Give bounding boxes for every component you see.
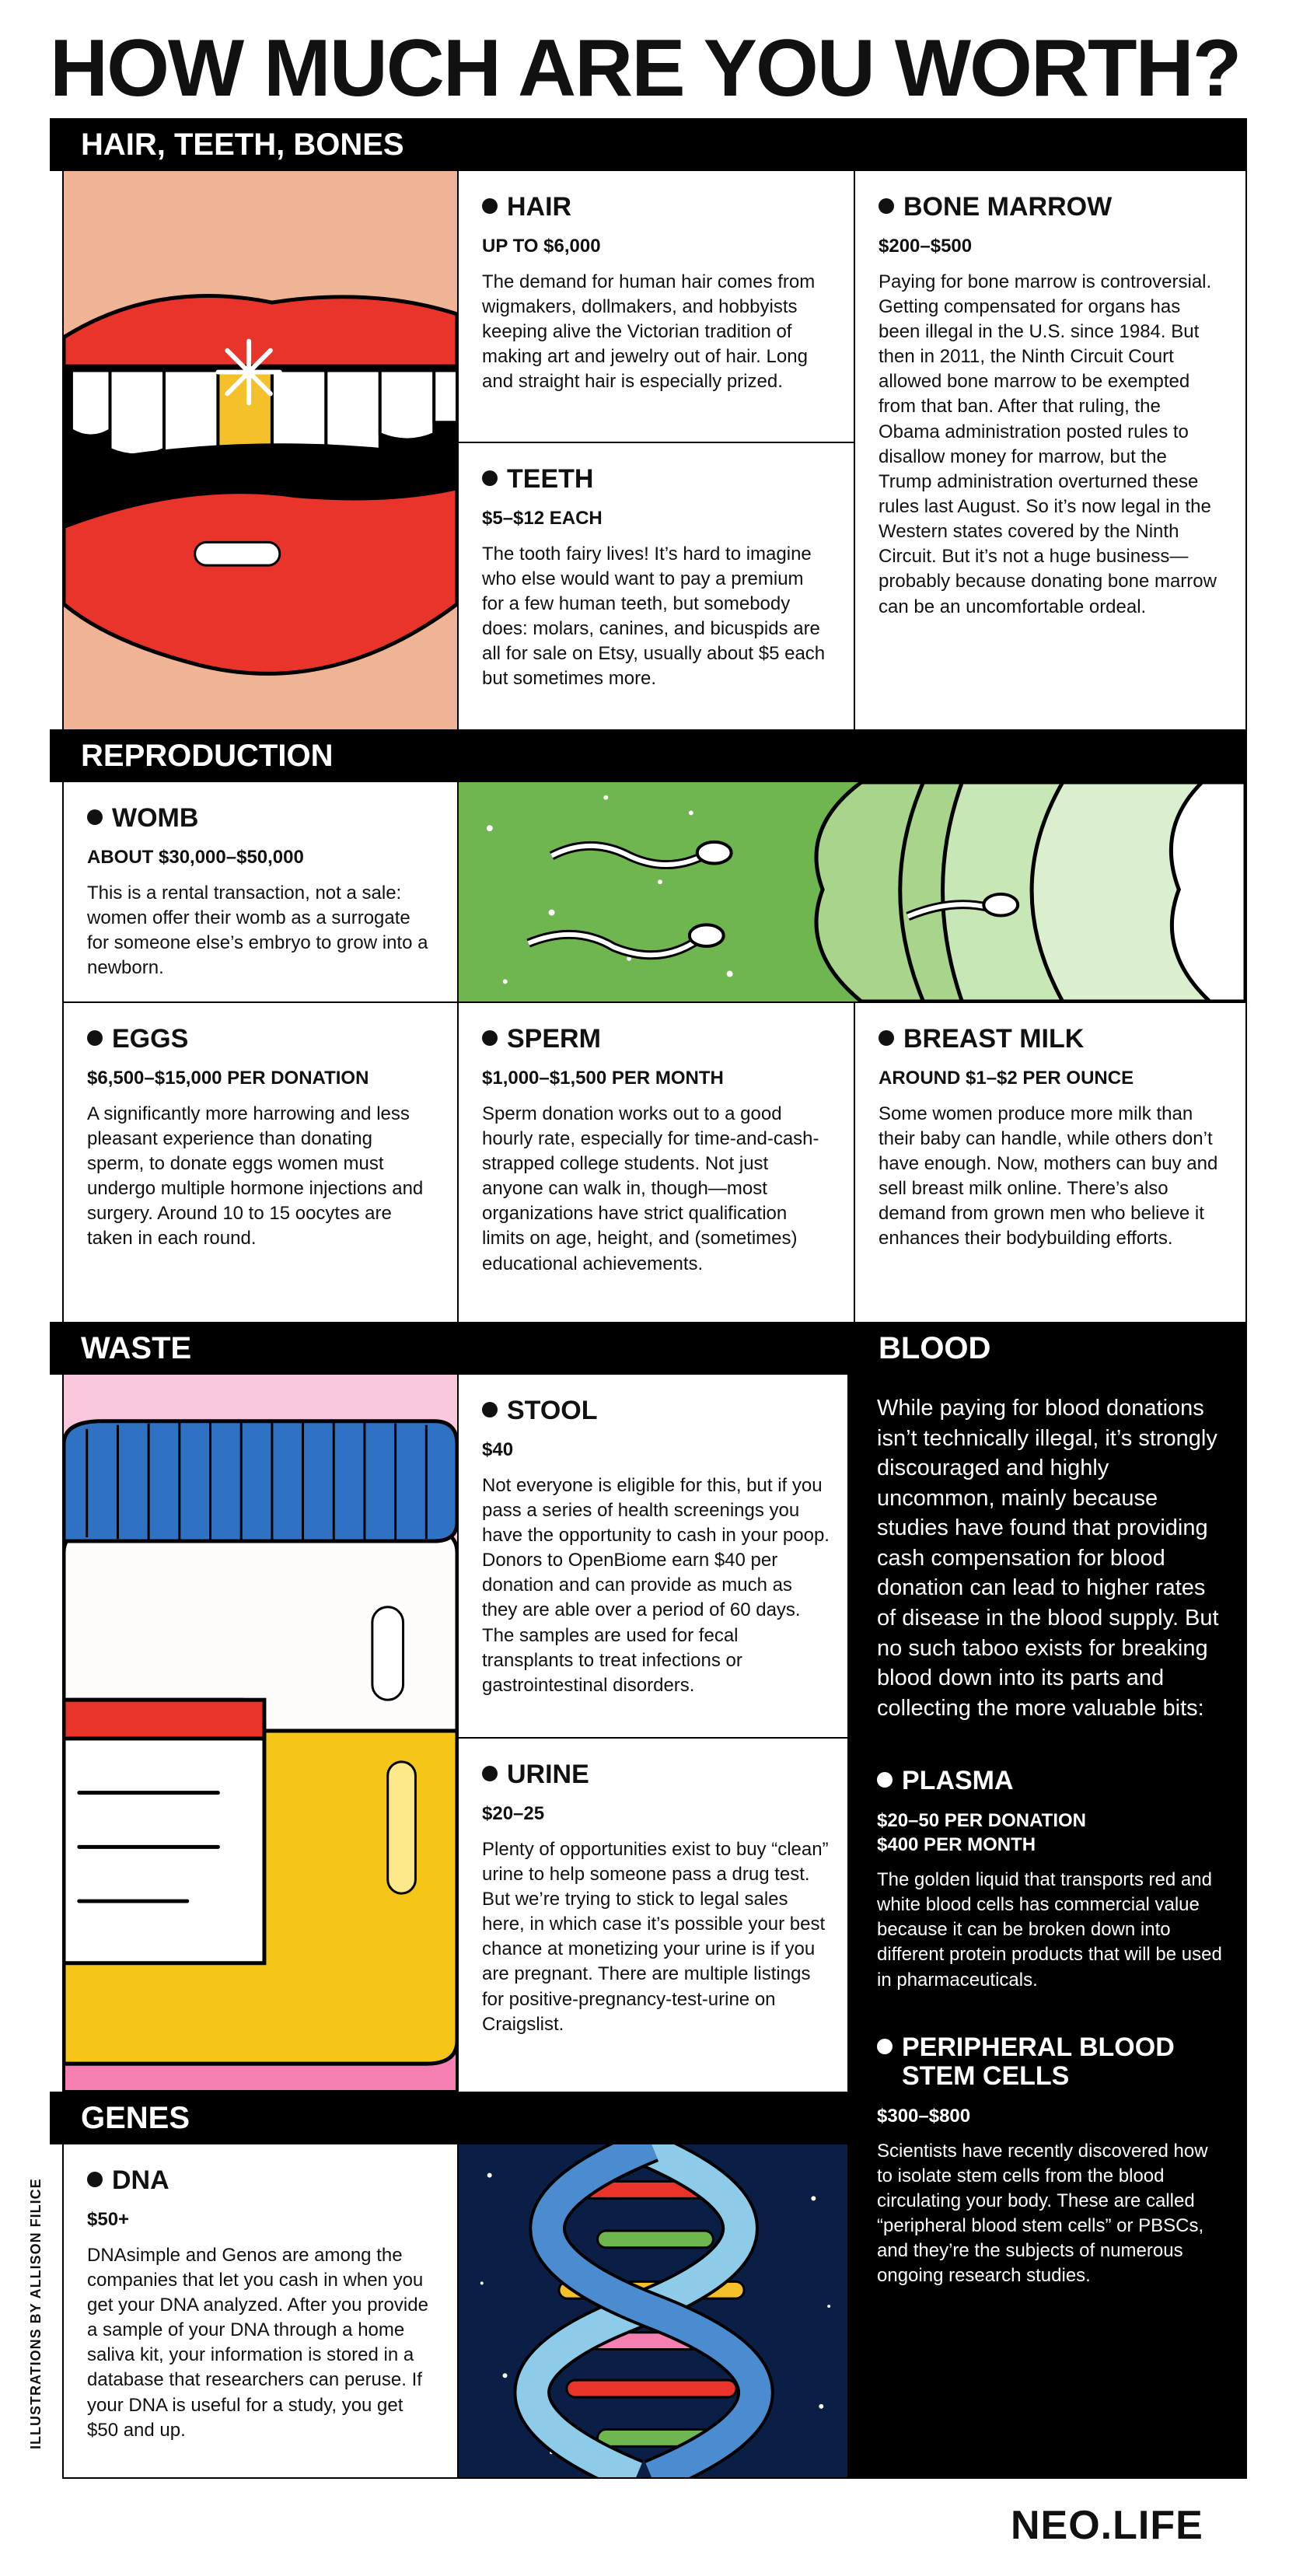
urine-description: Plenty of opportunities exist to buy “clean” urine to help someone pass a drug test. But we’re trying to stick to legal sales here, in which case it’s possible your best chance at monetizing your urine is if you are pregnant. There are multiple listings for positive-pregnancy-test-urine on Craigslist. bbox=[482, 1838, 829, 2035]
plasma-price-monthly: $400 PER MONTH bbox=[877, 1833, 1036, 1855]
specimen-jar-illustration bbox=[62, 1373, 459, 2093]
section-header-waste: WASTE bbox=[50, 1322, 1247, 1375]
urine-card bbox=[457, 1737, 855, 2093]
hair-description: The demand for human hair comes from wigmakers, dollmakers, and hobbyists keeping alive the Victorian tradition of making art and jewelry out of hair. Long and straight hair is especially prized. bbox=[482, 271, 816, 393]
breast-milk-title: BREAST MILK bbox=[903, 1024, 1085, 1054]
bullet-icon bbox=[482, 1766, 498, 1781]
teeth-title: TEETH bbox=[507, 464, 594, 494]
eggs-title: EGGS bbox=[112, 1024, 189, 1054]
sperm-and-egg-illustration bbox=[457, 781, 1247, 1003]
neo-life-logo: NEO.LIFE bbox=[1011, 2503, 1203, 2548]
bone-marrow-title: BONE MARROW bbox=[903, 192, 1113, 222]
teeth-card bbox=[457, 442, 855, 731]
urine-price: $20–25 bbox=[482, 1803, 545, 1825]
eggs-card bbox=[62, 1001, 459, 1323]
sperm-price: $1,000–$1,500 PER MONTH bbox=[482, 1068, 724, 1089]
dna-helix-illustration bbox=[457, 2143, 849, 2479]
womb-title: WOMB bbox=[112, 803, 199, 833]
teeth-price: $5–$12 EACH bbox=[482, 508, 603, 530]
bullet-icon bbox=[482, 470, 498, 486]
bullet-icon bbox=[879, 1030, 894, 1046]
womb-price: ABOUT $30,000–$50,000 bbox=[87, 847, 304, 869]
section-header-hair-teeth-bones: HAIR, TEETH, BONES bbox=[50, 118, 1247, 171]
plasma-description: The golden liquid that transports red and white blood cells has commercial value because it can be broken down into different protein products that will be used in pharmaceuticals. bbox=[877, 1868, 1222, 1991]
bullet-icon bbox=[879, 198, 894, 214]
pbsc-description: Scientists have recently discovered how to isolate stem cells from the blood circulating your body. These are called “peripheral blood stem cells” or PBSCs, and they’re the subjects of numerous ongoing research studies. bbox=[877, 2140, 1208, 2287]
bone-marrow-card bbox=[854, 170, 1247, 731]
teeth-description: The tooth fairy lives! It’s hard to imagine who else would want to pay a premium for a few human teeth, but somebody does: molars, canines, and bicuspids are all for sale on Etsy, usually about $5 each but sometimes more. bbox=[482, 543, 826, 690]
bullet-icon bbox=[87, 809, 103, 825]
eggs-description: A significantly more harrowing and less pleasant experience than donating sperm, to donate eggs women must undergo multiple hormone injections and surgery. Around 10 to 15 oocytes are taken in each round. bbox=[87, 1103, 424, 1250]
stool-price: $40 bbox=[482, 1439, 514, 1461]
stool-title: STOOL bbox=[507, 1396, 598, 1425]
dna-price: $50+ bbox=[87, 2209, 130, 2231]
section-header-reproduction: REPRODUCTION bbox=[50, 729, 1247, 782]
dna-card bbox=[62, 2143, 459, 2479]
bone-marrow-price: $200–$500 bbox=[879, 236, 973, 257]
mouth-with-gold-tooth-illustration bbox=[62, 170, 459, 731]
bullet-icon bbox=[87, 2172, 103, 2187]
hair-price: UP TO $6,000 bbox=[482, 236, 601, 257]
plasma-title: PLASMA bbox=[902, 1766, 1014, 1796]
illustration-credit: ILLUSTRATIONS BY ALLISON FILICE bbox=[28, 2178, 44, 2449]
sperm-description: Sperm donation works out to a good hourly rate, especially for time-and-cash-strapped college students. Not just anyone can walk in, though—most organizations have strict qualification limits on age, height, and (sometimes) educational achievements. bbox=[482, 1103, 819, 1274]
eggs-price: $6,500–$15,000 PER DONATION bbox=[87, 1068, 369, 1089]
section-header-blood: BLOOD bbox=[879, 1331, 991, 1365]
womb-description: This is a rental transaction, not a sale: women offer their womb as a surrogate for someone else’s embryo to grow into a newborn. bbox=[87, 882, 428, 979]
urine-title: URINE bbox=[507, 1760, 589, 1789]
bullet-icon bbox=[877, 2039, 893, 2054]
breast-milk-description: Some women produce more milk than their baby can handle, while others don’t have enough. Now, mothers can buy and sell breast milk online. There’s also demand from grown men who believe it enhances their bodybuilding efforts. bbox=[879, 1103, 1218, 1250]
sperm-title: SPERM bbox=[507, 1024, 601, 1054]
section-header-genes: GENES bbox=[50, 2092, 849, 2144]
bullet-icon bbox=[482, 1030, 498, 1046]
blood-intro: While paying for blood donations isn’t technically illegal, it’s strongly discouraged and highly uncommon, mainly because studies have found that providing cash compensation for blood donation can lead to higher rates of disease in the blood supply. But no such taboo exists for breaking blood down into its parts and collecting the more valuable bits: bbox=[877, 1396, 1219, 1721]
plasma-price: $20–50 PER DONATION bbox=[877, 1809, 1086, 1831]
breast-milk-price: AROUND $1–$2 PER OUNCE bbox=[879, 1068, 1134, 1089]
stool-card bbox=[457, 1373, 855, 1739]
bullet-icon bbox=[482, 198, 498, 214]
womb-card bbox=[62, 781, 459, 1003]
hair-card bbox=[457, 170, 855, 443]
bone-marrow-description: Paying for bone marrow is controversial. Getting compensated for organs has been illegal in the U.S. since 1984. But then in 2011, the Ninth Circuit Court allowed bone marrow to be exempted from that ban. After that ruling, the Obama administration posted rules to disallow money for marrow, but the Trump administration overturned these rules last August. So it’s now legal in the Western states covered by the Ninth Circuit. But it’s not a huge business—probably because donating bone marrow can be an uncomfortable ordeal. bbox=[879, 271, 1217, 617]
pbsc-title: PERIPHERAL BLOOD STEM CELLS bbox=[902, 2032, 1175, 2092]
stool-description: Not everyone is eligible for this, but if you pass a series of health screenings you have the opportunity to cash in your poop. Donors to OpenBiome earn $40 per donation and can provide as much as they are able over a period of 60 days. The samples are used for fecal transplants to treat infections or gastrointestinal disorders. bbox=[482, 1474, 830, 1696]
pbsc-price: $300–$800 bbox=[877, 2105, 971, 2127]
bullet-icon bbox=[482, 1402, 498, 1417]
bullet-icon bbox=[877, 1772, 893, 1788]
bullet-icon bbox=[87, 1030, 103, 1046]
page-title: HOW MUCH ARE YOU WORTH? bbox=[50, 23, 1241, 114]
blood-column bbox=[847, 1373, 1247, 2479]
hair-title: HAIR bbox=[507, 192, 572, 222]
breast-milk-card bbox=[854, 1001, 1247, 1323]
dna-description: DNAsimple and Genos are among the companies that let you cash in when you get your DNA analyzed. After you provide a sample of your DNA through a home saliva kit, your information is stored in a database that researchers can peruse. If your DNA is useful for a study, you get $50 and up. bbox=[87, 2244, 428, 2441]
sperm-card bbox=[457, 1001, 855, 1323]
dna-title: DNA bbox=[112, 2165, 169, 2195]
